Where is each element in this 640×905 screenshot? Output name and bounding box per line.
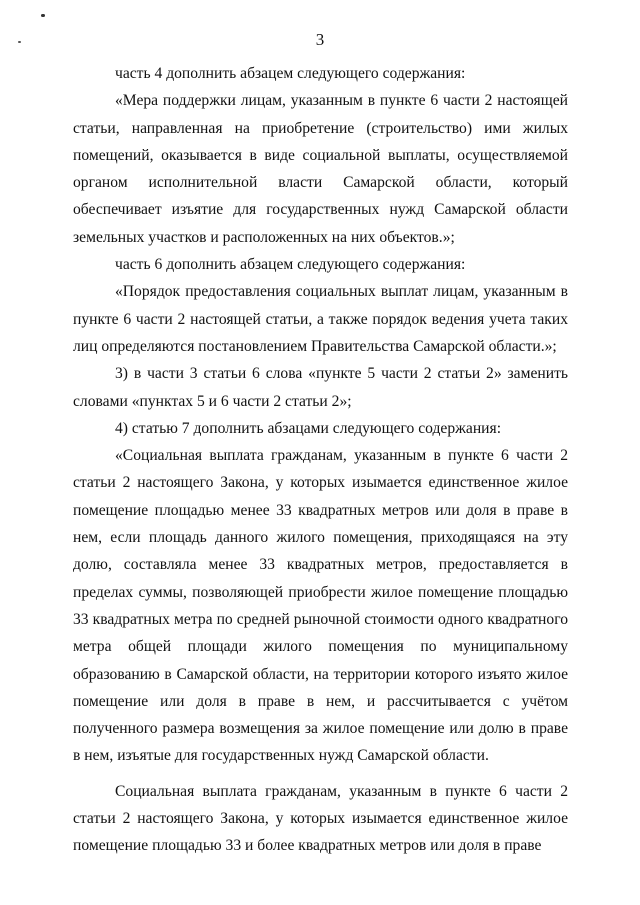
paragraph: 3) в части 3 статьи 6 слова «пункте 5 части 2 статьи 2» заменить словами «пунктах 5 и 6 части 2 статьи 2»;	[73, 365, 568, 410]
paragraph: «Социальная выплата гражданам, указанным в пункте 6 части 2 статьи 2 настоящего Закона, у которых изымается единственное жилое помещение площадью менее 33 квадратных метров или доля в праве в нем, если площадь данного жилого помещения, приходящаяся на эту долю, составляла менее 33 квадратных метров, предоставляется в пределах суммы, позволяющей приобрести жилое помещение площадью 33 квадратных метра по средней рыночной стоимости одного квадратного метра общей площади жилого помещения по муниципальному образованию в Самарской области, на территории которого изъято жилое помещение или доля в праве в нем, и рассчитывается с учётом полученного размера возмещения за жилое помещение или долю в праве в нем, изъятые для государственных нужд Самарской области.	[73, 447, 568, 765]
scan-speck	[41, 14, 45, 17]
paragraph: часть 6 дополнить абзацем следующего содержания:	[115, 256, 466, 274]
paragraph: «Порядок предоставления социальных выплат лицам, указанным в пункте 6 части 2 настоящей статьи, а также порядок ведения учета таких лиц определяются постановлением Правительства Самарской области.»;	[73, 283, 568, 355]
paragraph: часть 4 дополнить абзацем следующего содержания:	[115, 65, 466, 82]
paragraph: «Мера поддержки лицам, указанным в пункте 6 части 2 настоящей статьи, направленная на приобретение (строительство) ими жилых помещений, оказывается в виде социальной выплаты, осуществляемой органом исполнительной власти Самарской области, который обеспечивает изъятие для государственных нужд Самарской области земельных участков и расположенных на них объектов.»;	[73, 92, 568, 246]
paragraph: Социальная выплата гражданам, указанным в пункте 6 части 2 статьи 2 настоящего Закона, у которых изымается единственное жилое помещение площадью 33 и более квадратных метров или доля в праве	[73, 782, 568, 855]
paragraph: 4) статью 7 дополнить абзацами следующего содержания:	[115, 419, 502, 437]
document-body	[73, 60, 568, 860]
page-number: 3	[315, 30, 325, 49]
